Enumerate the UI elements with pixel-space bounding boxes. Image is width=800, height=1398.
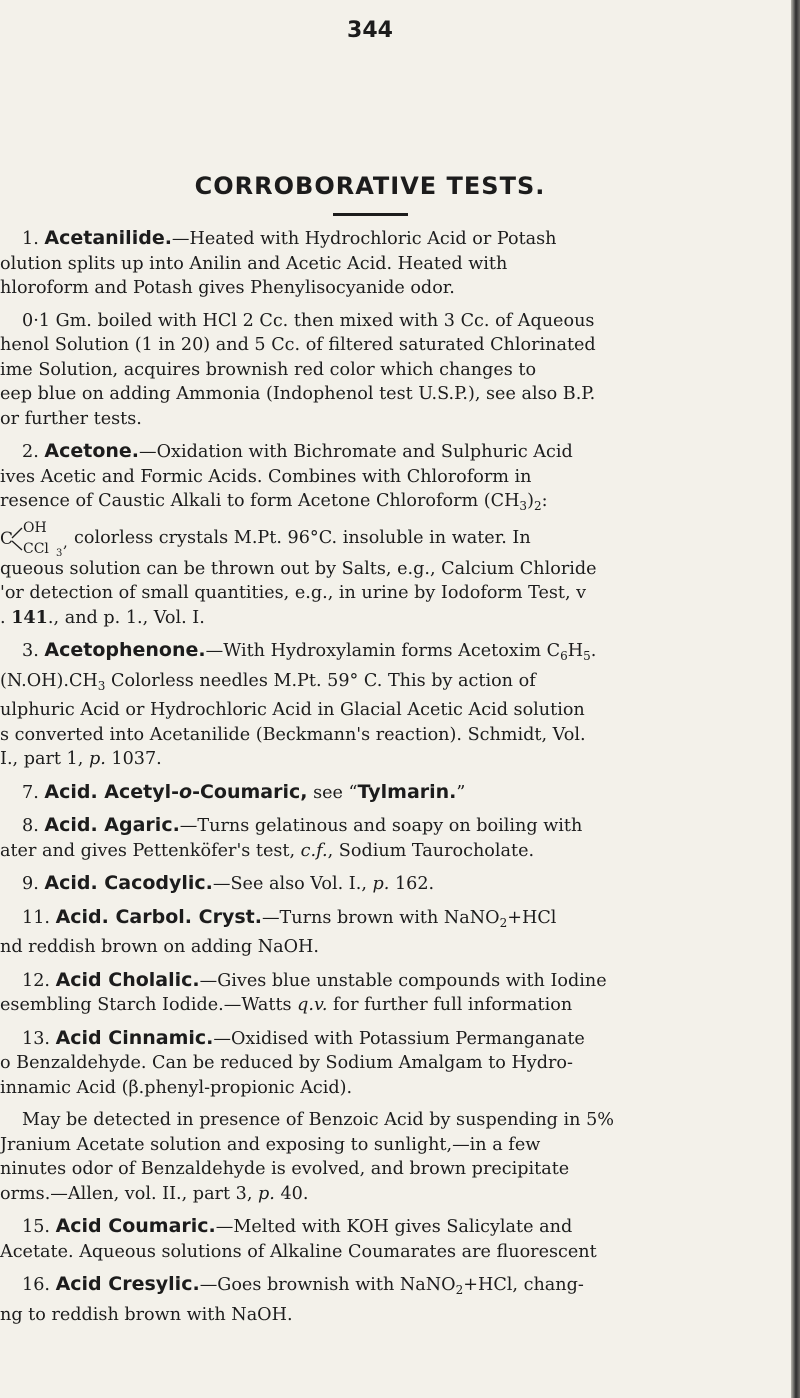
text-run: Colorless needles M.Pt. 59° C. This by action of [105, 670, 536, 691]
text-run: —See also Vol. I., [212, 874, 373, 894]
section-title: CORROBORATIVE TESTS. [194, 172, 546, 200]
text-line [0, 747, 795, 772]
text-run: 7. [22, 782, 45, 803]
text-run: —With Hydroxylamin forms Acetoxim C [205, 641, 561, 661]
text-run: orms.—Allen, vol. II., part 3, [0, 1183, 259, 1204]
entry-paragraph [0, 439, 795, 630]
entry-heading: Acid. Acetyl- [44, 780, 180, 803]
text-line [0, 839, 795, 864]
text-run: innamic Acid (β.phenyl-propionic Acid). [0, 1077, 353, 1098]
text-run: —Oxidation with Bichromate and Sulphuric Acid [139, 442, 573, 462]
text-line [0, 309, 795, 334]
text-line [0, 1303, 795, 1328]
text-line [0, 1240, 795, 1265]
italic-text: p. [258, 1183, 275, 1204]
entry-heading: Acid Cresylic. [55, 1273, 200, 1295]
structural-formula-graphic [0, 519, 70, 557]
text-run: Acetate. Aqueous solutions of Alkaline Coumarates are fluorescent [0, 1241, 597, 1262]
text-run: ime Solution, acquires brownish red color which changes to [0, 359, 537, 380]
text-line [0, 519, 795, 557]
subscript: 2 [455, 1283, 464, 1297]
entry-heading: Acetophenone. [44, 639, 206, 661]
text-run: for further full information [327, 995, 573, 1015]
formula-bottom-group: CCl [23, 540, 49, 557]
text-run: —Gives blue unstable compounds with Iodine [199, 970, 607, 991]
text-run: H [567, 641, 584, 661]
formula-bond-top [12, 528, 22, 538]
entry-paragraph [0, 1272, 795, 1327]
text-run: colorless crystals M.Pt. 96°C. insoluble in water. In [74, 527, 531, 548]
text-line [0, 871, 795, 897]
text-run: resence of Caustic Alkali to form Acetone Chloroform (CH [0, 491, 520, 511]
text-run: 0·1 Gm. boiled with HCl 2 Cc. then mixed with 3 Cc. of Aqueous [22, 310, 595, 331]
page-number: 344 [347, 18, 393, 43]
entry-paragraph [0, 780, 795, 806]
text-run: 13. [22, 1028, 56, 1049]
text-line [0, 382, 795, 407]
text-line [0, 669, 795, 699]
text-line [0, 723, 795, 748]
entry-paragraph [0, 309, 795, 432]
entry-heading: Acetanilide. [44, 227, 172, 249]
text-run: —Heated with Hydrochloric Acid or Potash [171, 229, 557, 249]
subscript: 6 [560, 649, 568, 663]
entry-heading: -Coumaric, [192, 780, 308, 803]
text-line [0, 407, 795, 432]
text-line [0, 1026, 795, 1052]
text-run: queous solution can be thrown out by Salts, e.g., Calcium Chloride [0, 558, 597, 579]
text-line [0, 1051, 795, 1076]
text-line [0, 638, 795, 669]
entry-heading: Acid Coumaric. [55, 1215, 216, 1237]
text-run: 16. [22, 1275, 56, 1295]
text-run: +HCl [507, 907, 557, 928]
entry-heading: Acetone. [44, 440, 140, 462]
text-line [0, 993, 795, 1018]
text-run: 2. [22, 442, 45, 462]
entry-heading: Acid Cinnamic. [55, 1026, 214, 1049]
text-run: . [0, 607, 12, 628]
text-run: ” [456, 782, 466, 803]
text-run: 162. [389, 874, 435, 894]
entry-heading: Acid. Carbol. Cryst. [55, 905, 262, 928]
text-run: ) [527, 491, 534, 511]
acetone-chloroform-formula [0, 519, 70, 557]
text-run: 1037. [105, 749, 162, 769]
text-run: nd reddish brown on adding NaOH. [0, 937, 319, 957]
entry-heading-italic: o [179, 780, 193, 803]
text-run: : [541, 491, 548, 511]
entry-heading: Acid. Agaric. [44, 814, 180, 836]
text-line [0, 698, 795, 723]
text-run: I., part 1, [0, 749, 89, 769]
text-line [0, 1133, 795, 1158]
text-line [0, 1108, 795, 1133]
text-run: 1. [22, 229, 45, 249]
text-run: —Turns brown with NaNO [261, 907, 500, 928]
text-line [0, 1214, 795, 1240]
entry-paragraph [0, 1026, 795, 1101]
text-line [0, 780, 795, 806]
text-run: ., and p. 1., Vol. I. [47, 607, 205, 628]
text-run: s converted into Acetanilide (Beckmann's reaction). Schmidt, Vol. [0, 724, 586, 745]
text-run: 8. [22, 816, 45, 836]
text-run: esembling Starch Iodide.—Watts [0, 995, 298, 1015]
text-line [0, 813, 795, 839]
entry-heading: Acid Cholalic. [55, 968, 200, 991]
text-line [0, 557, 795, 582]
entry-paragraph [0, 1108, 795, 1206]
entry-paragraph [0, 1214, 795, 1264]
subscript: 5 [583, 649, 591, 663]
text-line [0, 1157, 795, 1182]
text-line [0, 276, 795, 301]
text-line [0, 1182, 795, 1207]
text-line [0, 226, 795, 252]
text-run: 12. [22, 970, 56, 991]
text-line [0, 606, 795, 631]
text-line [0, 333, 795, 358]
text-line [0, 905, 795, 936]
text-run: 15. [22, 1217, 56, 1237]
italic-text: p. [372, 874, 390, 894]
text-run: ulphuric Acid or Hydrochloric Acid in Glacial Acetic Acid solution [0, 700, 585, 720]
text-run: 3. [22, 641, 45, 661]
text-run: ater and gives Pettenköfer's test, [0, 840, 301, 861]
text-column [0, 226, 795, 1335]
text-run: Jranium Acetate solution and exposing to sunlight,—in a few [0, 1134, 541, 1155]
text-line [0, 935, 795, 960]
bold-page-ref: 141 [11, 606, 48, 628]
text-run: —Goes brownish with NaNO [199, 1275, 456, 1295]
text-line [0, 252, 795, 277]
text-run: . [590, 641, 597, 661]
entry-paragraph [0, 226, 795, 301]
text-run: —Melted with KOH gives Salicylate and [215, 1217, 573, 1237]
text-run: hloroform and Potash gives Phenylisocyanide odor. [0, 278, 455, 298]
subscript: 2 [499, 915, 508, 930]
text-line [0, 1076, 795, 1101]
text-run: ng to reddish brown with NaOH. [0, 1304, 293, 1325]
text-run: ninutes odor of Benzaldehyde is evolved, and brown precipitate [0, 1159, 570, 1179]
entry-heading: Tylmarin. [357, 780, 457, 803]
text-run: +HCl, chang- [463, 1275, 584, 1295]
text-run: May be detected in presence of Benzoic Acid by suspending in 5% [22, 1110, 614, 1130]
text-run: (N.OH).CH [0, 670, 98, 691]
text-run: 11. [22, 907, 56, 928]
text-line [0, 465, 795, 490]
text-run: 40. [274, 1183, 309, 1204]
text-line [0, 439, 795, 465]
text-line [0, 1272, 795, 1303]
text-line [0, 581, 795, 606]
subscript: 3 [97, 678, 106, 693]
text-run: , Sodium Taurocholate. [327, 840, 535, 861]
formula-carbon: C [0, 528, 14, 549]
text-run: henol Solution (1 in 20) and 5 Cc. of filtered saturated Chlorinated [0, 335, 596, 355]
formula-top-group: OH [23, 519, 47, 536]
page-edge-shadow [791, 0, 800, 1398]
text-run: —Turns gelatinous and soapy on boiling with [179, 816, 583, 836]
italic-text: c.f. [300, 840, 328, 861]
entry-paragraph [0, 968, 795, 1018]
text-run: eep blue on adding Ammonia (Indophenol test U.S.P.), see also B.P. [0, 384, 596, 404]
entry-paragraph [0, 871, 795, 897]
entry-paragraph [0, 813, 795, 863]
entry-heading: Acid. Cacodylic. [44, 872, 213, 894]
text-line [0, 968, 795, 994]
title-rule [333, 213, 408, 216]
formula-comma: , [63, 532, 68, 551]
formula-bond-bottom [12, 541, 22, 550]
subscript: 2 [533, 499, 542, 513]
italic-text: q.v. [297, 995, 328, 1015]
text-run: 9. [22, 874, 45, 894]
italic-text: p. [88, 749, 106, 769]
entry-paragraph [0, 638, 795, 772]
text-line [0, 489, 795, 519]
text-run: olution splits up into Anilin and Acetic Acid. Heated with [0, 253, 508, 274]
text-run: 'or detection of small quantities, e.g., in urine by Iodoform Test, v [0, 583, 587, 603]
text-run: ives Acetic and Formic Acids. Combines with Chloroform in [0, 466, 532, 487]
subscript: 3 [519, 499, 528, 513]
formula-subscript: 3 [56, 547, 63, 557]
text-run: or further tests. [0, 408, 142, 429]
text-run: o Benzaldehyde. Can be reduced by Sodium Amalgam to Hydro- [0, 1053, 573, 1073]
text-line [0, 358, 795, 383]
text-run: —Oxidised with Potassium Permanganate [213, 1028, 585, 1049]
entry-paragraph [0, 905, 795, 960]
text-run: see “ [307, 782, 358, 803]
